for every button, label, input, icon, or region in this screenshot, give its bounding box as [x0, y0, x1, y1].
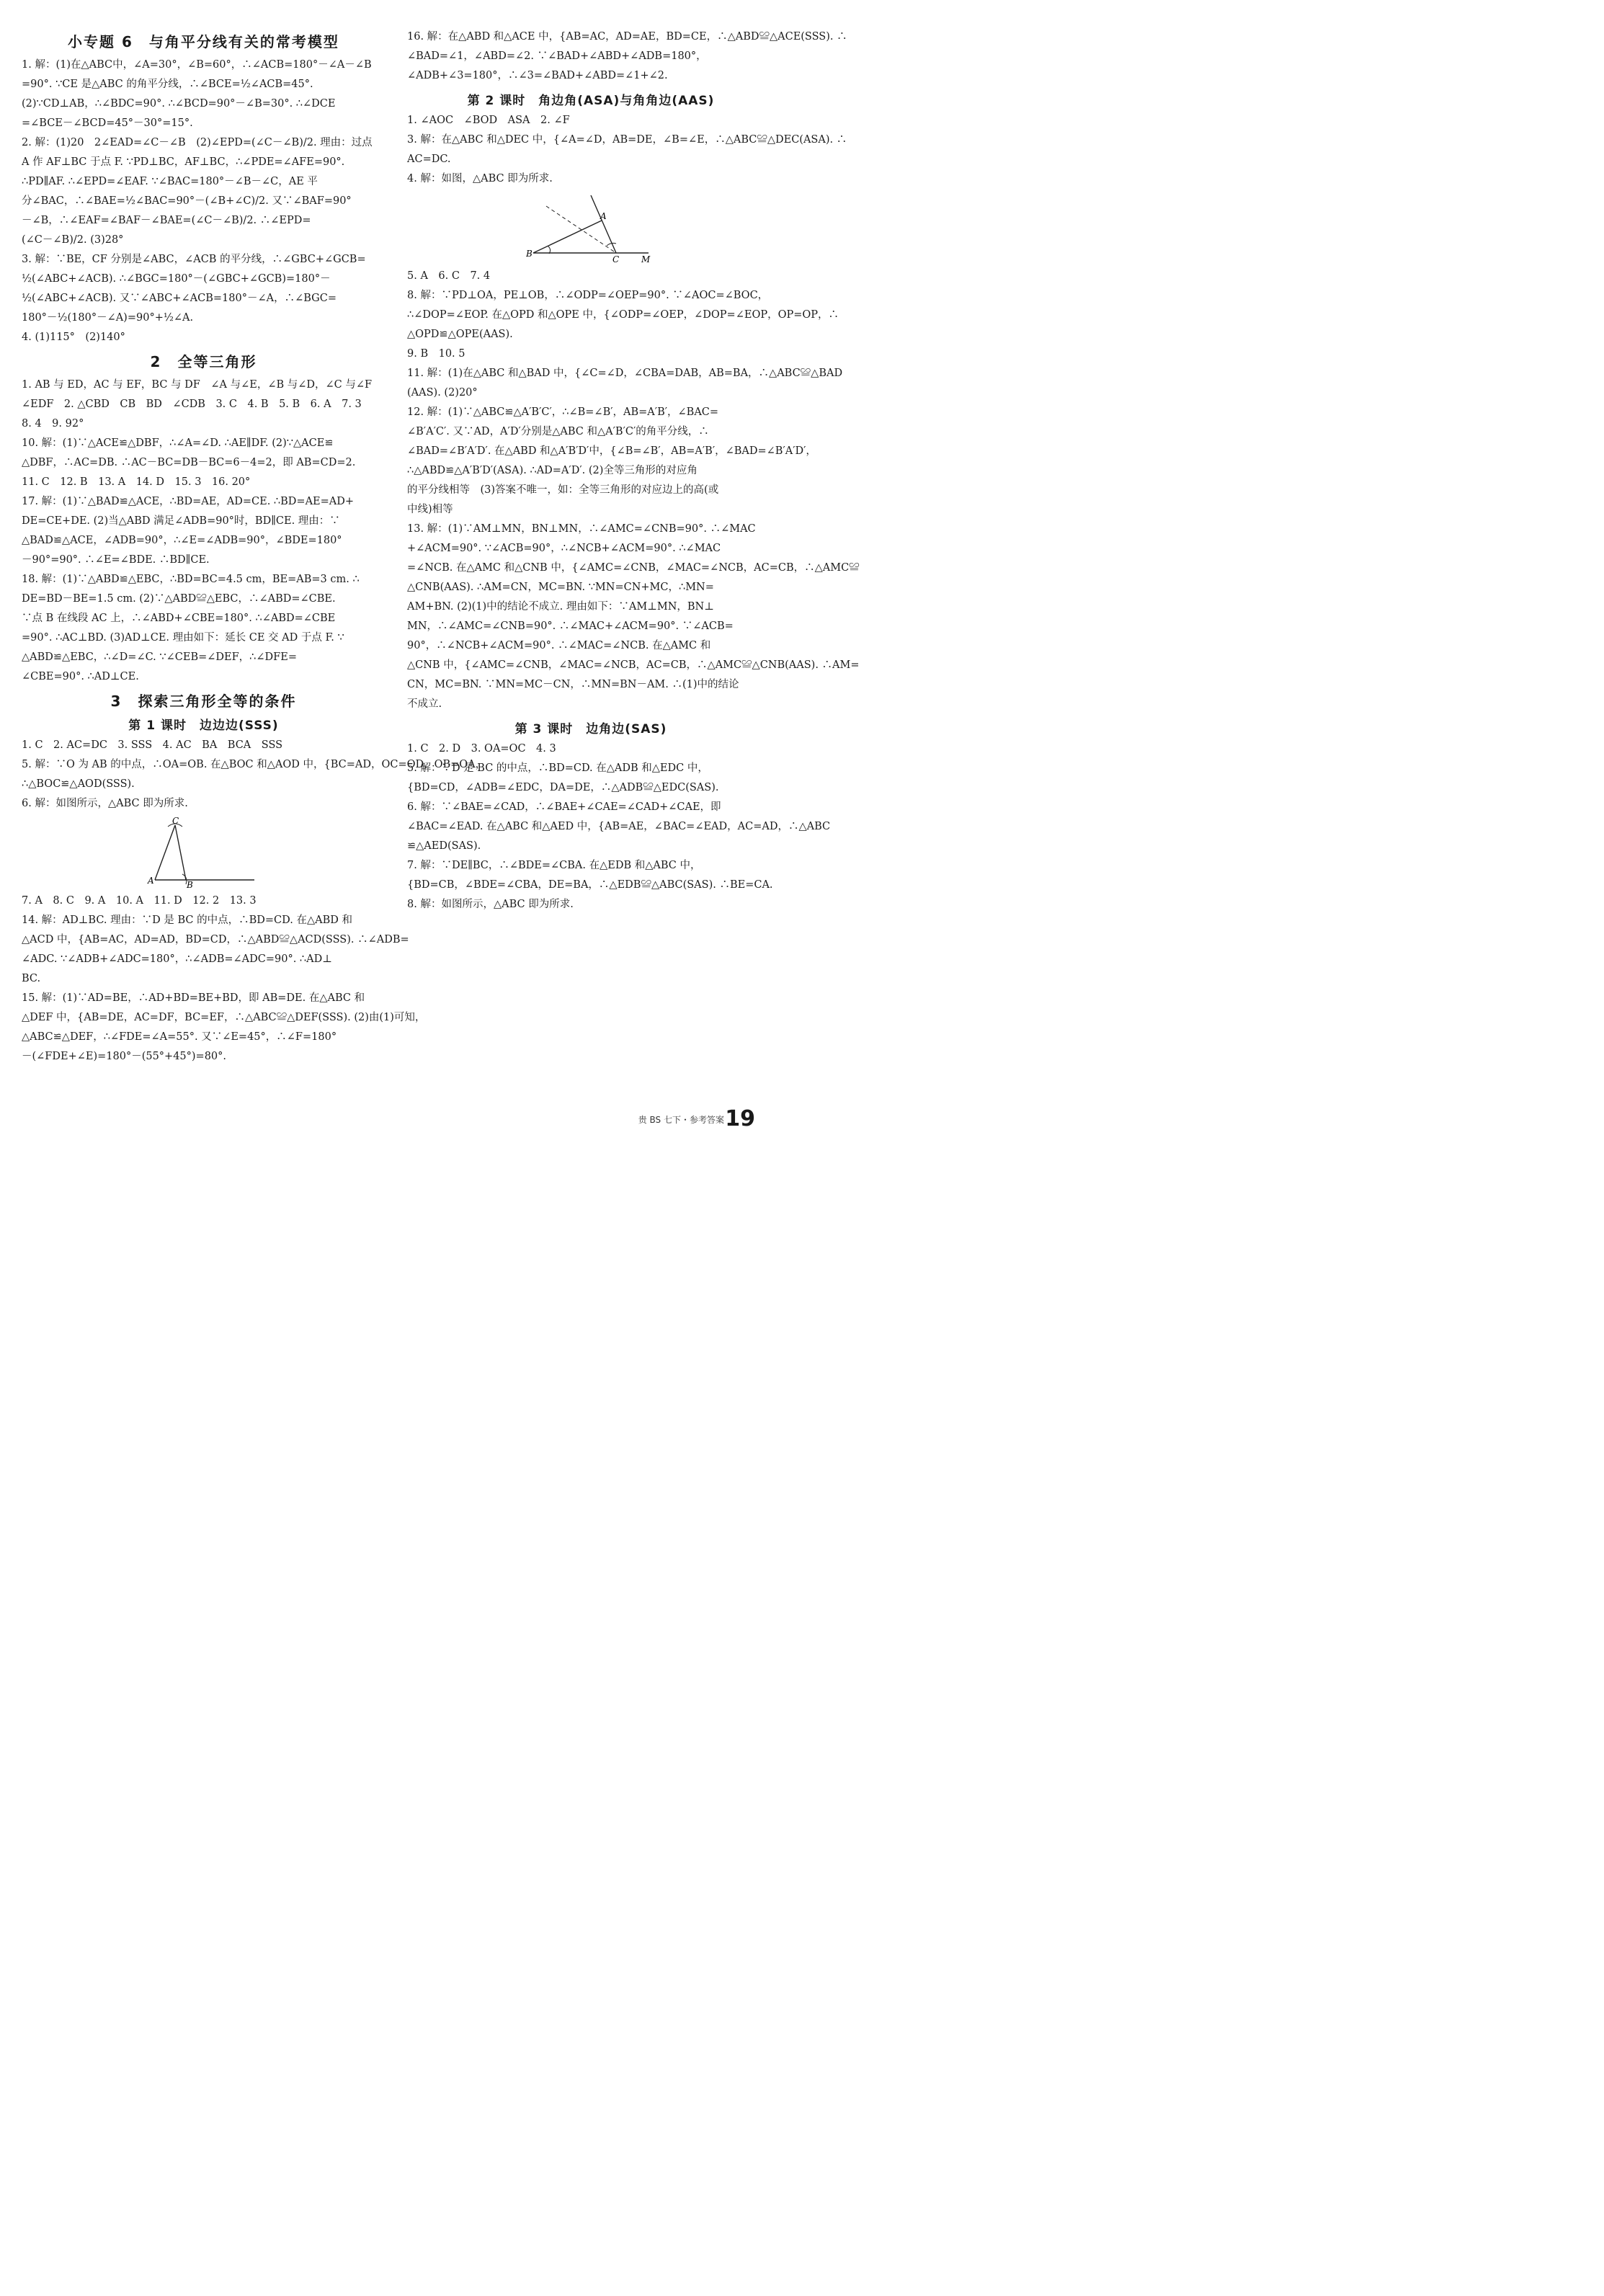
text-line: 17. 解：(1)∵△BAD≌△ACE，∴BD=AE，AD=CE. ∴BD=AE=AD+	[22, 496, 355, 507]
text-line: +∠ACM=90°. ∵∠ACB=90°，∴∠NCB+∠ACM=90°. ∴∠MAC	[407, 543, 721, 554]
text-line: 5. A 6. C 7. 4	[407, 270, 491, 282]
text-line: 8. 解：∵PD⊥OA，PE⊥OB，∴∠ODP=∠OEP=90°. ∵∠AOC=∠BOC，	[407, 290, 769, 301]
text-line: ∴△ABD≌△A′B′D′(ASA). ∴AD=A′D′. (2)全等三角形的对应角	[407, 465, 698, 476]
text-line: 1. C 2. D 3. OA=OC 4. 3	[407, 743, 556, 755]
text-line: 13. 解：(1)∵AM⊥MN，BN⊥MN，∴∠AMC=∠CNB=90°. ∴∠MAC	[407, 523, 756, 535]
figure-label-c: C	[612, 254, 620, 264]
figure-label-a: A	[600, 211, 607, 221]
figure-label-b: B	[186, 880, 193, 889]
text-line: 3. 解：在△ABC 和△DEC 中，{∠A=∠D，AB=DE，∠B=∠E，∴△ABC≌△DEC(ASA). ∴	[407, 134, 847, 146]
text-line: ∵点 B 在线段 AC 上，∴∠ABD+∠CBE=180°. ∴∠ABD=∠CBE	[22, 613, 336, 624]
text-line: △OPD≌△OPE(AAS).	[407, 329, 513, 340]
figure-label-b: B	[526, 249, 533, 259]
section-body-sss-part2	[22, 891, 426, 1067]
text-line: 9. B 10. 5	[407, 348, 465, 360]
text-line: 3. 解：∵BE，CF 分别是∠ABC，∠ACB 的平分线，∴∠GBC+∠GCB=	[22, 254, 366, 265]
text-line: －∠B，∴∠EAF=∠BAF－∠BAE=(∠C－∠B)/2. ∴∠EPD=	[22, 215, 311, 226]
text-line: 7. 解：∵DE∥BC，∴∠BDE=∠CBA. 在△EDB 和△ABC 中，	[407, 860, 701, 871]
text-line: (∠C－∠B)/2. (3)28°	[22, 234, 124, 246]
text-line: DE=BD－BE=1.5 cm. (2)∵△ABD≌△EBC，∴∠ABD=∠CBE.	[22, 593, 336, 605]
text-line: =∠NCB. 在△AMC 和△CNB 中，{∠AMC=∠CNB，∠MAC=∠NCB，AC=CB，∴△AMC≌	[407, 562, 860, 574]
section-body-sas	[407, 739, 831, 915]
footer-label: 贵 BS 七下・参考答案	[638, 1115, 724, 1125]
text-line: DE=CE+DE. (2)当△ABD 满足∠ADB=90°时，BD∥CE. 理由：∵	[22, 515, 340, 527]
figure-triangle-asa	[526, 192, 656, 264]
text-line: 12. 解：(1)∵△ABC≌△A′B′C′，∴∠B=∠B′，AB=A′B′，∠BAC=	[407, 406, 719, 418]
text-line: 1. C 2. AC=DC 3. SSS 4. AC BA BCA SSS	[22, 739, 283, 751]
text-line: △CNB(AAS). ∴AM=CN，MC=BN. ∵MN=CN+MC，∴MN=	[407, 582, 714, 593]
section-body-congruent-triangles	[22, 375, 386, 687]
text-line: CN，MC=BN. ∵MN=MC－CN，∴MN=BN－AM. ∴(1)中的结论	[407, 679, 739, 690]
text-line: ≌△AED(SAS).	[407, 840, 481, 852]
text-line: 6. 解：如图所示，△ABC 即为所求.	[22, 798, 188, 809]
text-line: (2)∵CD⊥AB，∴∠BDC=90°. ∴∠BCD=90°－∠B=30°. ∴∠DCE	[22, 98, 336, 110]
text-line: △DEF 中，{AB=DE，AC=DF，BC=EF，∴△ABC≌△DEF(SSS). (2)由(1)可知，	[22, 1012, 426, 1023]
text-line: △DBF，∴AC=DB. ∴AC－BC=DB－BC=6－4=2，即 AB=CD=2.	[22, 457, 356, 468]
text-line: 11. 解：(1)在△ABC 和△BAD 中，{∠C=∠D，∠CBA=DAB，AB=BA，∴△ABC≌△BAD	[407, 368, 843, 379]
text-line: {BD=CD，∠ADB=∠EDC，DA=DE，∴△ADB≌△EDC(SAS).	[407, 782, 719, 793]
section-body-asa-part1	[407, 111, 847, 189]
text-line: ∠BAD=∠B′A′D′. 在△ABD 和△A′B′D′中，{∠B=∠B′，AB=A′B′，∠BAD=∠B′A′D′，	[407, 445, 816, 457]
figure-label-a: A	[147, 876, 154, 886]
text-line: 5. 解：∵O 为 AB 的中点，∴OA=OB. 在△BOC 和△AOD 中，{BC=AD，OC=OD，OB=OA，	[22, 759, 486, 770]
text-line: 6. 解：∵∠BAE=∠CAD，∴∠BAE+∠CAE=∠CAD+∠CAE，即	[407, 801, 721, 813]
text-line: ∠B′A′C′. 又∵AD，A′D′分别是△ABC 和△A′B′C′的角平分线，∴	[407, 426, 709, 437]
text-line: 4. 解：如图，△ABC 即为所求.	[407, 173, 553, 184]
text-line: AM+BN. (2)(1)中的结论不成立. 理由如下：∵AM⊥MN，BN⊥	[407, 601, 714, 613]
text-line: 5. 解：∵D 是 BC 的中点，∴BD=CD. 在△ADB 和△EDC 中，	[407, 762, 708, 774]
figure-label-m: M	[641, 254, 651, 264]
page-number: 19	[725, 1106, 755, 1131]
text-line: 16. 解：在△ABD 和△ACE 中，{AB=AC，AD=AE，BD=CE，∴△ABD≌△ACE(SSS). ∴	[407, 31, 847, 43]
text-line: 分∠BAC，∴∠BAE=½∠BAC=90°－(∠B+∠C)/2. 又∵∠BAF=90°	[22, 195, 352, 207]
text-line: －90°=90°. ∴∠E=∠BDE. ∴BD∥CE.	[22, 554, 210, 566]
text-line: 1. ∠AOC ∠BOD ASA 2. ∠F	[407, 115, 570, 126]
text-line: 180°－½(180°－∠A)=90°+½∠A.	[22, 312, 194, 324]
text-line: △BAD≌△ACE，∠ADB=90°，∴∠E=∠ADB=90°，∠BDE=180°	[22, 535, 342, 546]
text-line: AC=DC.	[407, 153, 451, 165]
text-line: ∠BAC=∠EAD. 在△ABC 和△AED 中，{AB=AE，∠BAC=∠EAD，AC=AD，∴△ABC	[407, 821, 831, 832]
text-line: ∴△BOC≌△AOD(SSS).	[22, 778, 135, 790]
text-line: 1. 解：(1)在△ABC中，∠A=30°，∠B=60°，∴∠ACB=180°－∠A－∠B	[22, 59, 372, 71]
text-line: △ACD 中，{AB=AC，AD=AD，BD=CD，∴△ABD≌△ACD(SSS). ∴∠ADB=	[22, 934, 409, 945]
section-body-angle-bisector	[22, 55, 386, 347]
text-line: MN，∴∠AMC=∠CNB=90°. ∴∠MAC+∠ACM=90°. ∵∠ACB=	[407, 620, 734, 632]
text-line: ∠BAD=∠1，∠ABD=∠2. ∵∠BAD+∠ABD+∠ADB=180°，	[407, 50, 707, 62]
lesson-title-sas: 第 3 课时 边角边(SAS)	[514, 722, 667, 737]
section-body-continued	[407, 27, 847, 86]
text-line: 11. C 12. B 13. A 14. D 15. 3 16. 20°	[22, 476, 251, 488]
text-line: ∠ADC. ∵∠ADB+∠ADC=180°，∴∠ADB=∠ADC=90°. ∴AD⊥	[22, 953, 332, 965]
text-line: =∠BCE－∠BCD=45°－30°=15°.	[22, 117, 193, 129]
text-line: 7. A 8. C 9. A 10. A 11. D 12. 2 13. 3	[22, 895, 257, 907]
section-title-congruence-conditions: 3 探索三角形全等的条件	[110, 693, 297, 710]
text-line: 中线)相等	[407, 504, 453, 515]
text-line: 15. 解：(1)∵AD=BE，∴AD+BD=BE+BD，即 AB=DE. 在△ABC 和	[22, 992, 365, 1004]
text-line: 2. 解：(1)20 2∠EAD=∠C－∠B (2)∠EPD=(∠C－∠B)/2. 理由：过点	[22, 137, 373, 148]
text-line: 1. AB 与 ED，AC 与 EF，BC 与 DF ∠A 与∠E，∠B 与∠D，∠C 与∠F	[22, 379, 373, 391]
text-line: ½(∠ABC+∠ACB). ∴∠BGC=180°－(∠GBC+∠GCB)=180°－	[22, 273, 331, 285]
section-title-congruent-triangles: 2 全等三角形	[150, 353, 257, 370]
figure-label-c: C	[171, 816, 179, 826]
text-line: (AAS). (2)20°	[407, 387, 478, 399]
text-line: ∠CBE=90°. ∴AD⊥CE.	[22, 671, 139, 682]
text-line: 10. 解：(1)∵△ACE≌△DBF，∴∠A=∠D. ∴AE∥DF. (2)∵△ACE≌	[22, 437, 334, 449]
text-line: BC.	[22, 973, 41, 984]
text-line: 8. 解：如图所示，△ABC 即为所求.	[407, 899, 574, 910]
text-line: =90°. ∴AC⊥BD. (3)AD⊥CE. 理由如下：延长 CE 交 AD 于点 F. ∵	[22, 632, 344, 644]
text-line: △CNB 中，{∠AMC=∠CNB，∠MAC=∠NCB，AC=CB，∴△AMC≌△CNB(AAS). ∴AM=	[407, 659, 860, 671]
text-line: 14. 解：AD⊥BC. 理由：∵D 是 BC 的中点，∴BD=CD. 在△ABD 和	[22, 915, 352, 926]
text-line: 8. 4 9. 92°	[22, 418, 84, 430]
section-title-angle-bisector: 小专题 6 与角平分线有关的常考模型	[68, 33, 339, 50]
text-line: △ABC≌△DEF，∴∠FDE=∠A=55°. 又∵∠E=45°，∴∠F=180°	[22, 1031, 337, 1043]
section-body-asa-part2	[407, 267, 860, 714]
text-line: 90°，∴∠NCB+∠ACM=90°. ∴∠MAC=∠NCB. 在△AMC 和	[407, 640, 711, 651]
text-line: ∠ADB+∠3=180°，∴∠3=∠BAD+∠ABD=∠1+∠2.	[407, 70, 668, 81]
text-line: 4. (1)115° (2)140°	[22, 332, 125, 343]
text-line: 的平分线相等 (3)答案不唯一，如：全等三角形的对应边上的高(或	[407, 484, 719, 496]
figure-triangle-sss	[146, 816, 262, 889]
right-column	[407, 27, 860, 915]
text-line: ½(∠ABC+∠ACB). 又∵∠ABC+∠ACB=180°－∠A，∴∠BGC=	[22, 293, 337, 304]
text-line: 18. 解：(1)∵△ABD≌△EBC，∴BD=BC=4.5 cm，BE=AB=3 cm. ∴	[22, 574, 360, 585]
text-line: △ABD≌△EBC，∴∠D=∠C. ∵∠CEB=∠DEF，∴∠DFE=	[22, 651, 297, 663]
lesson-title-asa-aas: 第 2 课时 角边角(ASA)与角角边(AAS)	[467, 94, 715, 108]
text-line: －(∠FDE+∠E)=180°－(55°+45°)=80°.	[22, 1051, 227, 1062]
text-line: ∴∠DOP=∠EOP. 在△OPD 和△OPE 中，{∠ODP=∠OEP，∠DOP=∠EOP，OP=OP，∴	[407, 309, 839, 321]
text-line: {BD=CB，∠BDE=∠CBA，DE=BA，∴△EDB≌△ABC(SAS). ∴BE=CA.	[407, 879, 773, 891]
text-line: ∴PD∥AF. ∴∠EPD=∠EAF. ∵∠BAC=180°－∠B－∠C，AE 平	[22, 176, 318, 187]
text-line: A 作 AF⊥BC 于点 F. ∵PD⊥BC，AF⊥BC，∴∠PDE=∠AFE=90°.	[22, 156, 345, 168]
text-line: =90°. ∵CE 是△ABC 的角平分线，∴∠BCE=½∠ACB=45°.	[22, 79, 313, 90]
lesson-title-sss: 第 1 课时 边边边(SSS)	[128, 718, 279, 733]
text-line: 不成立.	[407, 698, 442, 710]
text-line: ∠EDF 2. △CBD CB BD ∠CDB 3. C 4. B 5. B 6. A 7. 3	[22, 399, 362, 410]
